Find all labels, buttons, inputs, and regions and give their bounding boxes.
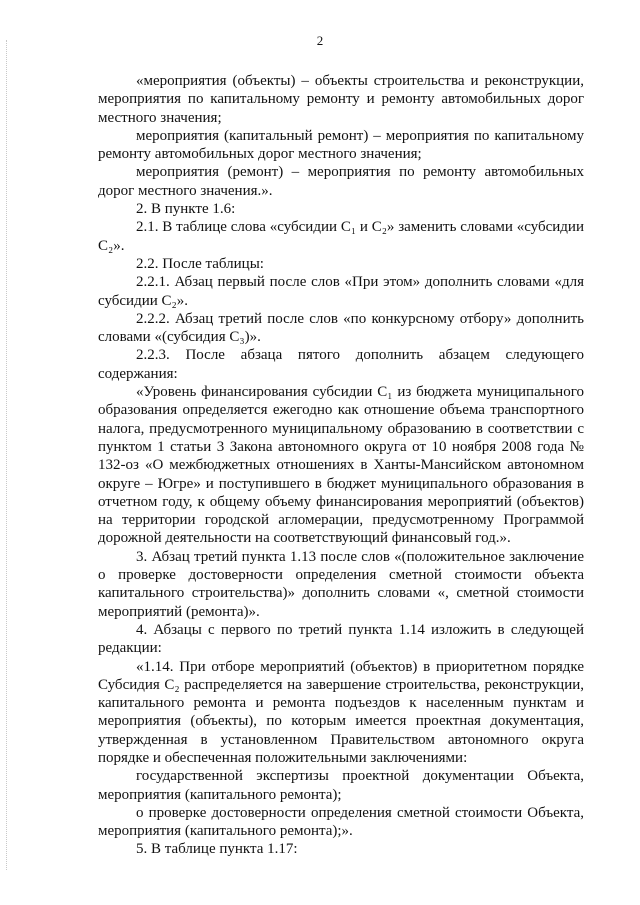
- paragraph: 2.2.2. Абзац третий после слов «по конкурсному отбору» дополнить словами «(субсидия C₃)».: [98, 310, 584, 346]
- paragraph: мероприятия (ремонт) – мероприятия по ремонту автомобильных дорог местного значения.».: [98, 164, 584, 199]
- paragraph: мероприятия (капитальный ремонт) – мероприятия по капитальному ремонту автомобильных дорог местного значения;: [98, 127, 584, 163]
- paragraph: «Уровень финансирования субсидии C₁ из бюджета муниципального образования определяется ежегодно как отношение объема транспортного налога, предусмотренного муниципальному образованию в соответствии с пунктом 1 статьи 3 Закона автономного округа от 10 ноября 2008 года № 132-оз «О межбюджетных отношениях в Ханты-Мансийском автономном округе – Югре» и поступившего в бюджет муниципального образования в отчетном году, к общему объему финансирования мероприятий (объектов) на территории городской агломерации, предусмотренному Программой дорожной деятельности на соответствующий финансовый год.».: [98, 384, 584, 547]
- scan-edge-mark: [6, 40, 8, 870]
- paragraph: о проверке достоверности определения сметной стоимости Объекта, мероприятия (капитального ремонта);».: [98, 804, 584, 840]
- paragraph: 2.1. В таблице слова «субсидии C₁ и C₂» заменить словами «субсидии C₂».: [98, 219, 584, 254]
- paragraph: государственной экспертизы проектной документации Объекта, мероприятия (капитального ремонта);: [98, 768, 584, 803]
- paragraph: 4. Абзацы с первого по третий пункта 1.14 изложить в следующей редакции:: [98, 621, 584, 657]
- paragraph: 2.2.3. После абзаца пятого дополнить абзацем следующего содержания:: [98, 347, 584, 382]
- paragraph: 2. В пункте 1.6:: [136, 201, 236, 218]
- page-number: 2: [316, 33, 324, 48]
- paragraph: 2.2. После таблицы:: [136, 255, 264, 272]
- paragraph: 2.2.1. Абзац первый после слов «При этом» дополнить словами «для субсидии C₂».: [98, 274, 584, 309]
- paragraph: 5. В таблице пункта 1.17:: [136, 841, 298, 858]
- paragraph: «мероприятия (объекты) – объекты строительства и реконструкции, мероприятия по капитальному ремонту и ремонту автомобильных дорог местного значения;: [98, 73, 584, 126]
- paragraph: 3. Абзац третий пункта 1.13 после слов «(положительное заключение о проверке достоверности определения сметной стоимости объекта капитального строительства)» дополнить словами «, сметной стоимости мероприятий (ремонта)».: [98, 548, 584, 620]
- document-body: [98, 72, 584, 859]
- paragraph: «1.14. При отборе мероприятий (объектов) в приоритетном порядке Субсидия C₂ распределяется на завершение строительства, реконструкции, капитального ремонта и ремонта подъездов к населенным пунктам и мероприятия (объекты), по которым имеется проектная документация, утвержденная в установленном Правительством автономного округа порядке и обеспеченная положительными заключениями:: [98, 658, 584, 766]
